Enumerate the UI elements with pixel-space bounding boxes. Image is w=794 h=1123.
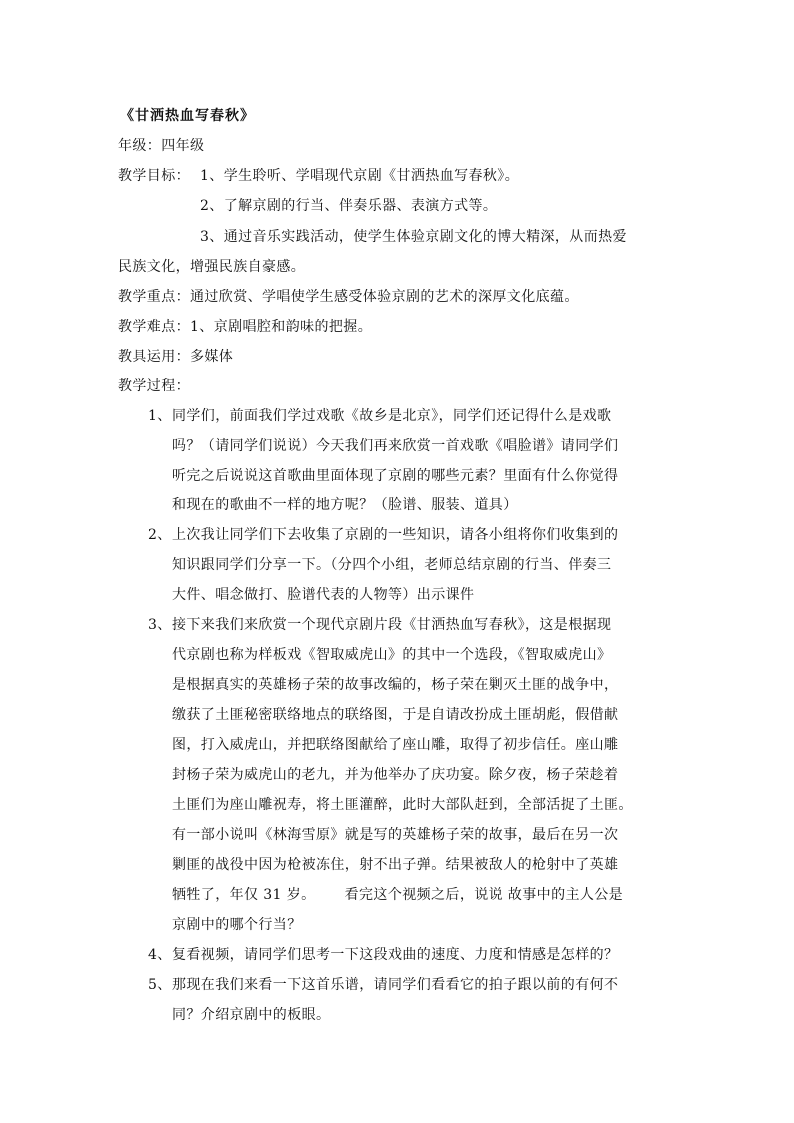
step-4-number: 4、 (148, 947, 172, 963)
step-3-line: 剿匪的战役中因为枪被冻住，射不出子弹。结果被敌人的枪射中了英雄 (172, 857, 619, 873)
step-5-number: 5、 (148, 977, 172, 993)
step-1-line: 和现在的歌曲不一样的地方呢？（脸谱、服装、道具） (172, 497, 518, 513)
step-1-line: 同学们，前面我们学过戏歌《故乡是北京》，同学们还记得什么是戏歌 (172, 408, 612, 424)
step-3-line: 是根据真实的英雄杨子荣的故事改编的，杨子荣在剿灭土匪的战争中， (172, 677, 619, 693)
teaching-tools: 教具运用：多媒体 (118, 349, 234, 365)
step-5-line: 同？介绍京剧中的板眼。 (172, 1007, 331, 1023)
step-2-line: 上次我让同学们下去收集了京剧的一些知识，请各小组将你们收集到的 (172, 527, 619, 543)
step-3-line: 代京剧也称为样板戏《智取威虎山》的其中一个选段，《智取威虎山》 (172, 647, 612, 663)
step-3-line: 牺牲了，年仅 31 岁。 看完这个视频之后，说说 故事中的主人公是 (172, 887, 624, 903)
teaching-difficulty: 教学难点：1、京剧唱腔和韵味的把握。 (118, 319, 373, 335)
step-3-line: 京剧中的哪个行当？ (172, 917, 302, 933)
step-3-line: 有一部小说叫《林海雪原》就是写的英雄杨子荣的故事，最后在另一次 (172, 827, 619, 843)
grade-line: 年级：四年级 (118, 138, 205, 154)
step-3-line: 缴获了土匪秘密联络地点的联络图，于是自请改扮成土匪胡彪，假借献 (172, 707, 619, 723)
step-2-line: 大件、唱念做打、脸谱代表的人物等）出示课件 (172, 587, 475, 603)
step-1-number: 1、 (148, 408, 172, 424)
step-3-line: 接下来我们来欣赏一个现代京剧片段《甘洒热血写春秋》，这是根据现 (172, 617, 612, 633)
step-3-line: 图，打入威虎山，并把联络图献给了座山雕，取得了初步信任。座山雕 (172, 737, 619, 753)
step-5-line: 那现在我们来看一下这首乐谱，请同学们看看它的拍子跟以前的有何不 (172, 977, 619, 993)
document-title: 《甘洒热血写春秋》 (120, 108, 255, 124)
step-2-line: 知识跟同学们分享一下。（分四个小组，老师总结京剧的行当、伴奏三 (172, 557, 612, 573)
step-1-line: 听完之后说说这首歌曲里面体现了京剧的哪些元素？里面有什么你觉得 (172, 468, 619, 484)
teaching-focus: 教学重点：通过欣赏、学唱使学生感受体验京剧的艺术的深厚文化底蕴。 (118, 289, 579, 305)
objective-2: 2、了解京剧的行当、伴奏乐器、表演方式等。 (200, 198, 498, 214)
objective-1: 1、学生聆听、学唱现代京剧《甘洒热血写春秋》。 (200, 168, 520, 184)
objective-3: 3、通过音乐实践活动，使学生体验京剧文化的博大精深，从而热爱 (200, 229, 627, 245)
step-3-line: 封杨子荣为威虎山的老九，并为他举办了庆功宴。除夕夜，杨子荣趁着 (172, 767, 619, 783)
step-1-line: 吗？（请同学们说说）今天我们再来欣赏一首戏歌《唱脸谱》请同学们 (172, 438, 619, 454)
process-label: 教学过程： (118, 378, 190, 394)
objectives-label: 教学目标： (118, 168, 190, 184)
objective-3-continued: 民族文化，增强民族自豪感。 (118, 259, 306, 275)
step-3-line: 土匪们为座山雕祝寿，将土匪灌醉，此时大部队赶到，全部活捉了土匪。 (172, 797, 633, 813)
step-2-number: 2、 (148, 527, 172, 543)
step-3-number: 3、 (148, 617, 172, 633)
step-4-line: 复看视频，请同学们思考一下这段戏曲的速度、力度和情感是怎样的？ (172, 947, 619, 963)
